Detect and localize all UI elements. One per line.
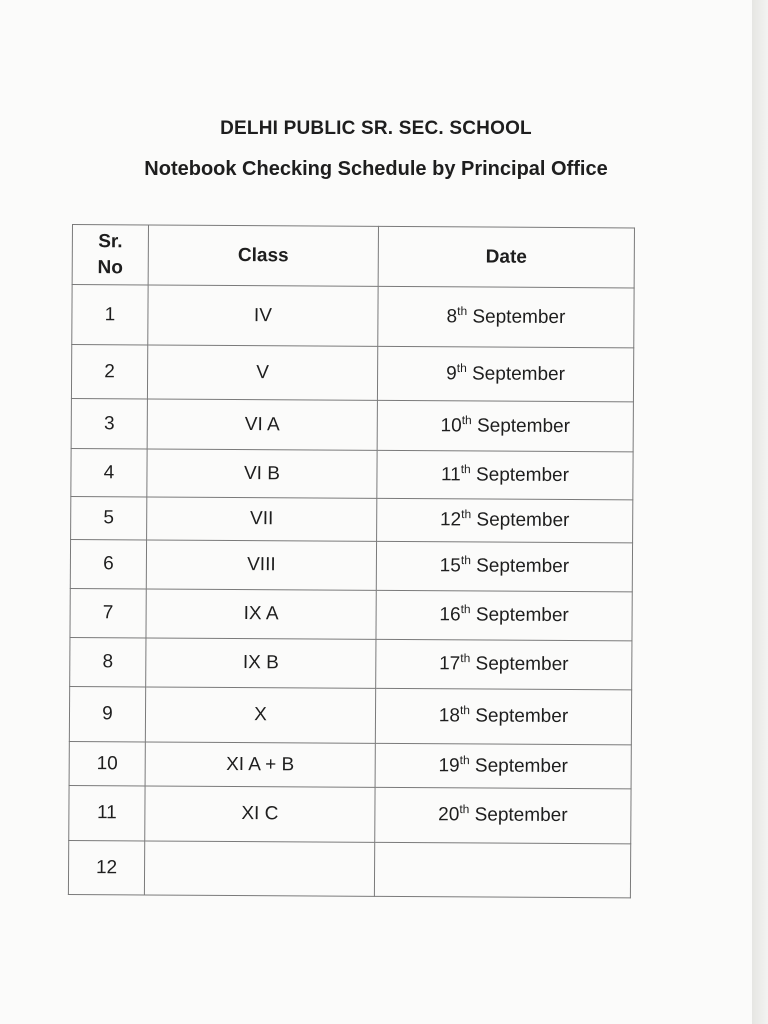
table-row <box>70 539 632 591</box>
page-edge <box>752 0 768 1024</box>
schedule-table <box>68 224 635 898</box>
date-suffix: th <box>460 553 471 568</box>
table-row <box>70 588 632 640</box>
cell-sr: 12 <box>68 840 144 894</box>
date-month: September <box>475 463 570 486</box>
table-row <box>70 637 632 689</box>
table-row <box>69 741 631 788</box>
cell-date <box>377 400 633 452</box>
date-suffix: th <box>457 303 468 318</box>
cell-sr: 3 <box>71 398 147 448</box>
table-row <box>69 785 631 843</box>
header-sr-no <box>72 225 148 285</box>
cell-date <box>375 787 631 844</box>
cell-sr: 2 <box>71 345 147 399</box>
date-day: 12 <box>439 509 462 531</box>
cell-date <box>376 639 632 690</box>
cell-class: XI C <box>145 786 375 842</box>
header-sr-line2: No <box>97 256 123 278</box>
cell-class: V <box>147 345 377 400</box>
date-day: 10 <box>440 414 462 436</box>
date-month: September <box>476 509 570 532</box>
cell-class: VII <box>147 497 377 541</box>
cell-class: VIII <box>146 540 376 590</box>
date-suffix: th <box>459 752 470 767</box>
date-day: 11 <box>440 463 461 485</box>
schedule-rows <box>68 285 634 898</box>
table-row <box>71 496 633 542</box>
date-suffix: th <box>460 461 471 476</box>
cell-date <box>378 286 634 348</box>
table-row <box>71 398 633 451</box>
date-month: September <box>475 705 569 728</box>
cell-sr: 6 <box>70 539 146 588</box>
date-day: 19 <box>438 754 460 776</box>
cell-sr: 8 <box>70 637 146 686</box>
schedule-title: Notebook Checking Schedule by Principal Office <box>144 158 608 180</box>
cell-class <box>144 841 374 896</box>
cell-class: IX A <box>146 589 376 639</box>
date-suffix: th <box>460 651 471 666</box>
date-month: September <box>472 305 566 328</box>
table-row <box>71 448 633 499</box>
date-month: September <box>475 653 569 676</box>
table-row <box>69 686 631 744</box>
table-header-row <box>72 225 634 288</box>
table-row <box>68 840 630 897</box>
date-day: 15 <box>439 555 461 577</box>
cell-class: XI A + B <box>145 742 375 787</box>
date-day: 18 <box>438 705 461 727</box>
cell-sr: 4 <box>71 448 147 496</box>
date-day: 9 <box>446 362 457 384</box>
header-sr-line1: Sr. <box>98 230 123 252</box>
cell-sr: 9 <box>69 686 145 741</box>
cell-class: VI A <box>147 399 377 450</box>
date-suffix: th <box>459 703 471 718</box>
date-suffix: th <box>459 802 470 817</box>
cell-class: IX B <box>146 638 376 688</box>
date-month: September <box>474 804 568 827</box>
date-month: September <box>471 362 566 385</box>
date-suffix: th <box>456 360 467 375</box>
cell-class: VI B <box>147 449 377 498</box>
cell-class: X <box>145 687 375 743</box>
table-row <box>71 345 633 402</box>
cell-date <box>377 498 633 543</box>
date-month: September <box>476 414 571 437</box>
cell-sr: 11 <box>69 785 145 840</box>
cell-class: IV <box>148 285 378 346</box>
date-suffix: th <box>460 602 471 617</box>
cell-date <box>375 688 631 745</box>
cell-sr: 10 <box>69 741 145 785</box>
date-day: 20 <box>438 804 460 826</box>
cell-date <box>376 541 632 592</box>
cell-sr: 7 <box>70 588 146 637</box>
header-date: Date <box>378 226 634 288</box>
cell-date <box>376 590 632 641</box>
date-suffix: th <box>461 412 472 427</box>
date-month: September <box>476 555 570 578</box>
date-day: 16 <box>439 604 461 626</box>
cell-date <box>374 842 630 898</box>
date-month: September <box>475 604 569 627</box>
date-day: 8 <box>446 305 458 327</box>
table-row <box>72 285 634 348</box>
header-class: Class <box>148 225 378 286</box>
cell-date <box>377 346 633 402</box>
cell-date <box>377 450 633 500</box>
date-suffix: th <box>461 507 472 522</box>
cell-sr: 1 <box>72 285 148 345</box>
date-month: September <box>474 754 568 777</box>
cell-date <box>375 743 631 789</box>
school-name: DELHI PUBLIC SR. SEC. SCHOOL <box>220 118 532 139</box>
cell-sr: 5 <box>71 496 147 539</box>
date-day: 17 <box>439 653 461 675</box>
